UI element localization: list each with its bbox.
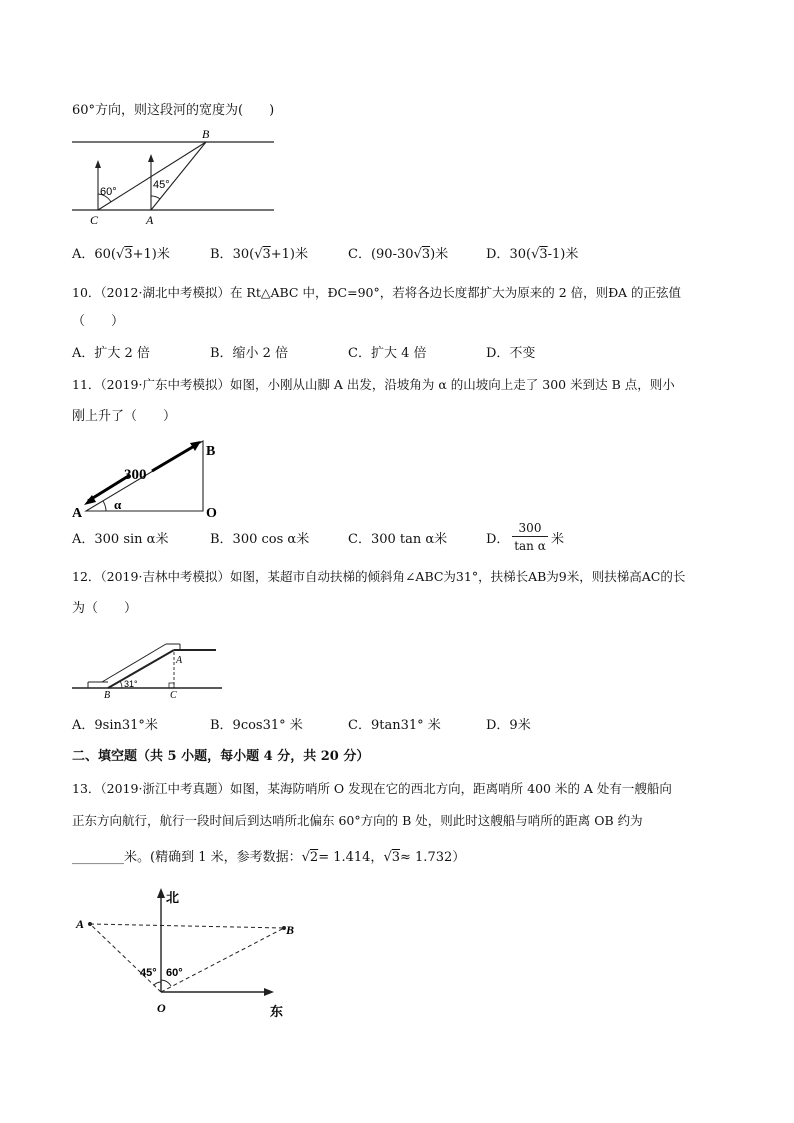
radicand-3: 3 — [391, 850, 401, 865]
q11-option-d-unit: 米 — [551, 532, 565, 547]
angle-45-label: 45° — [140, 967, 157, 979]
point-b-label: B — [104, 690, 111, 700]
arrowhead-a — [148, 154, 154, 162]
sqrt-symbol: √ — [383, 850, 392, 865]
q13-compass-figure — [68, 882, 308, 1022]
angle-45-label: 45° — [153, 179, 170, 191]
q9-option-b[interactable] — [210, 247, 308, 263]
line-oa — [90, 924, 161, 992]
q11-slope-figure — [68, 435, 228, 521]
q12-option-a[interactable]: A．9sin31°米 — [72, 718, 158, 733]
option-key: A． — [72, 247, 95, 262]
q11-option-c[interactable]: C．300 tan α米 — [348, 532, 448, 547]
east-arrowhead — [264, 988, 274, 996]
east-label: 东 — [270, 1005, 284, 1020]
option-pre: (90-30 — [370, 247, 414, 262]
q13-line3 — [72, 850, 465, 866]
q11-option-b[interactable]: B．300 cos α米 — [210, 532, 310, 547]
point-a-label: A — [72, 506, 83, 521]
angle-31-label: 31° — [124, 679, 138, 689]
point-o-label: O — [157, 1001, 166, 1015]
escalator-rail — [102, 644, 166, 682]
point-b-label: B — [286, 923, 295, 937]
q13-line2: 正东方向航行，航行一段时间后到达哨所北偏东 60°方向的 B 处，则此时这艘船与哨所的距离 OB 约为 — [72, 813, 643, 828]
point-b-label: B — [202, 127, 210, 141]
radicand-2: 2 — [309, 850, 319, 865]
q11-option-a[interactable]: A．300 sin α米 — [72, 532, 169, 547]
q11-option-d-numerator: 300 — [518, 521, 542, 535]
ship-path-ab — [90, 924, 284, 928]
option-key: B． — [210, 247, 233, 262]
q10-line1: 10．（2012·湖北中考模拟）在 Rt△ABC 中，ÐC=90°，若将各边长度都扩大为原来的 2 倍，则ÐA 的正弦值 — [72, 285, 681, 300]
q12-line1: 12．（2019·吉林中考模拟）如图，某超市自动扶梯的倾斜角∠ABC为31°，扶梯长AB为9米，则扶梯高AC的长 — [72, 569, 686, 584]
option-key: C． — [348, 247, 371, 262]
q12-option-d[interactable]: D．9米 — [486, 718, 531, 733]
point-c-label: C — [170, 690, 177, 700]
sqrt-symbol: √ — [116, 247, 125, 262]
angle-60-label: 60° — [166, 967, 183, 979]
option-pre: 30( — [232, 247, 255, 262]
q9-option-d[interactable] — [486, 247, 578, 263]
value-3: ≈ 1.732） — [400, 850, 466, 865]
q13-line1: 13．（2019·浙江中考真题）如图，某海防哨所 O 发现在它的西北方向，距离哨所 400 米的 A 处有一艘船向 — [72, 781, 672, 796]
angle-arc-alpha — [103, 501, 106, 511]
q10-line2: （ ） — [72, 314, 125, 329]
q11-line1: 11．（2019·广东中考模拟）如图，小刚从山脚 A 出发，沿坡角为 α 的山坡向上走了 300 米到达 B 点，则小 — [72, 377, 675, 392]
line-ab — [151, 142, 206, 210]
length-300-label: 300 — [124, 467, 147, 483]
line-ob — [161, 928, 284, 992]
line3-mid: 米。(精确到 1 米，参考数据： — [124, 850, 302, 865]
angle-arc-31 — [120, 681, 122, 688]
option-post: +1)米 — [270, 247, 309, 262]
value-2: = 1.414， — [318, 850, 384, 865]
q10-option-c[interactable]: C．扩大 4 倍 — [348, 346, 427, 361]
angle-60-label: 60° — [100, 186, 117, 198]
escalator-ab — [108, 650, 174, 688]
option-pre: 30( — [509, 247, 532, 262]
q10-option-a[interactable]: A．扩大 2 倍 — [72, 346, 150, 361]
fraction-bar — [512, 536, 548, 537]
answer-blank[interactable]: ________ — [72, 850, 124, 865]
option-key: D． — [486, 247, 510, 262]
point-a-dot — [88, 922, 92, 926]
q9-river-figure — [68, 124, 278, 230]
path-arrow-up — [152, 445, 196, 471]
sqrt-symbol: √ — [413, 247, 422, 262]
option-post: -1)米 — [547, 247, 579, 262]
radicand: 3 — [262, 247, 271, 262]
option-post: )米 — [430, 247, 449, 262]
radicand: 3 — [124, 247, 133, 262]
sqrt-symbol: √ — [531, 247, 540, 262]
point-o-label: O — [206, 506, 217, 521]
q10-option-d[interactable]: D．不变 — [486, 346, 536, 361]
point-b-label: B — [206, 444, 216, 459]
radicand: 3 — [421, 247, 431, 262]
q9-stem-tail: 60°方向，则这段河的宽度为( ) — [72, 103, 275, 118]
angle-arc-a — [151, 196, 160, 199]
north-label: 北 — [166, 891, 180, 906]
q9-option-c[interactable] — [348, 247, 448, 263]
q11-option-d-key[interactable]: D． — [486, 532, 510, 547]
option-post: +1)米 — [132, 247, 170, 262]
point-a-label: A — [146, 213, 154, 227]
q12-option-b[interactable]: B．9cos31° 米 — [210, 718, 303, 733]
north-arrowhead — [157, 888, 165, 898]
sqrt-symbol: √ — [254, 247, 263, 262]
line-cb — [98, 142, 206, 210]
arrowhead-c — [95, 160, 101, 168]
angle-alpha-label: α — [114, 497, 122, 512]
q12-option-c[interactable]: C．9tan31° 米 — [348, 718, 441, 733]
radicand: 3 — [539, 247, 548, 262]
section2-title: 二、填空题（共 5 小题，每小题 4 分，共 20 分） — [72, 749, 370, 764]
q11-line2: 刚上升了（ ） — [72, 409, 177, 424]
right-angle-mark — [169, 683, 174, 688]
q10-option-b[interactable]: B．缩小 2 倍 — [210, 346, 289, 361]
point-c-label: C — [90, 213, 99, 227]
angle-arc-60 — [161, 980, 171, 986]
option-pre: 60( — [94, 247, 117, 262]
q11-option-d-denominator: tan α — [514, 539, 546, 553]
angle-arc-45 — [154, 982, 161, 985]
q12-escalator-figure — [70, 636, 230, 700]
sqrt-symbol: √ — [301, 850, 310, 865]
point-a-label: A — [176, 655, 183, 666]
q9-option-a[interactable] — [72, 247, 170, 263]
point-a-label: A — [76, 917, 85, 931]
q12-line2: 为（ ） — [72, 601, 138, 616]
